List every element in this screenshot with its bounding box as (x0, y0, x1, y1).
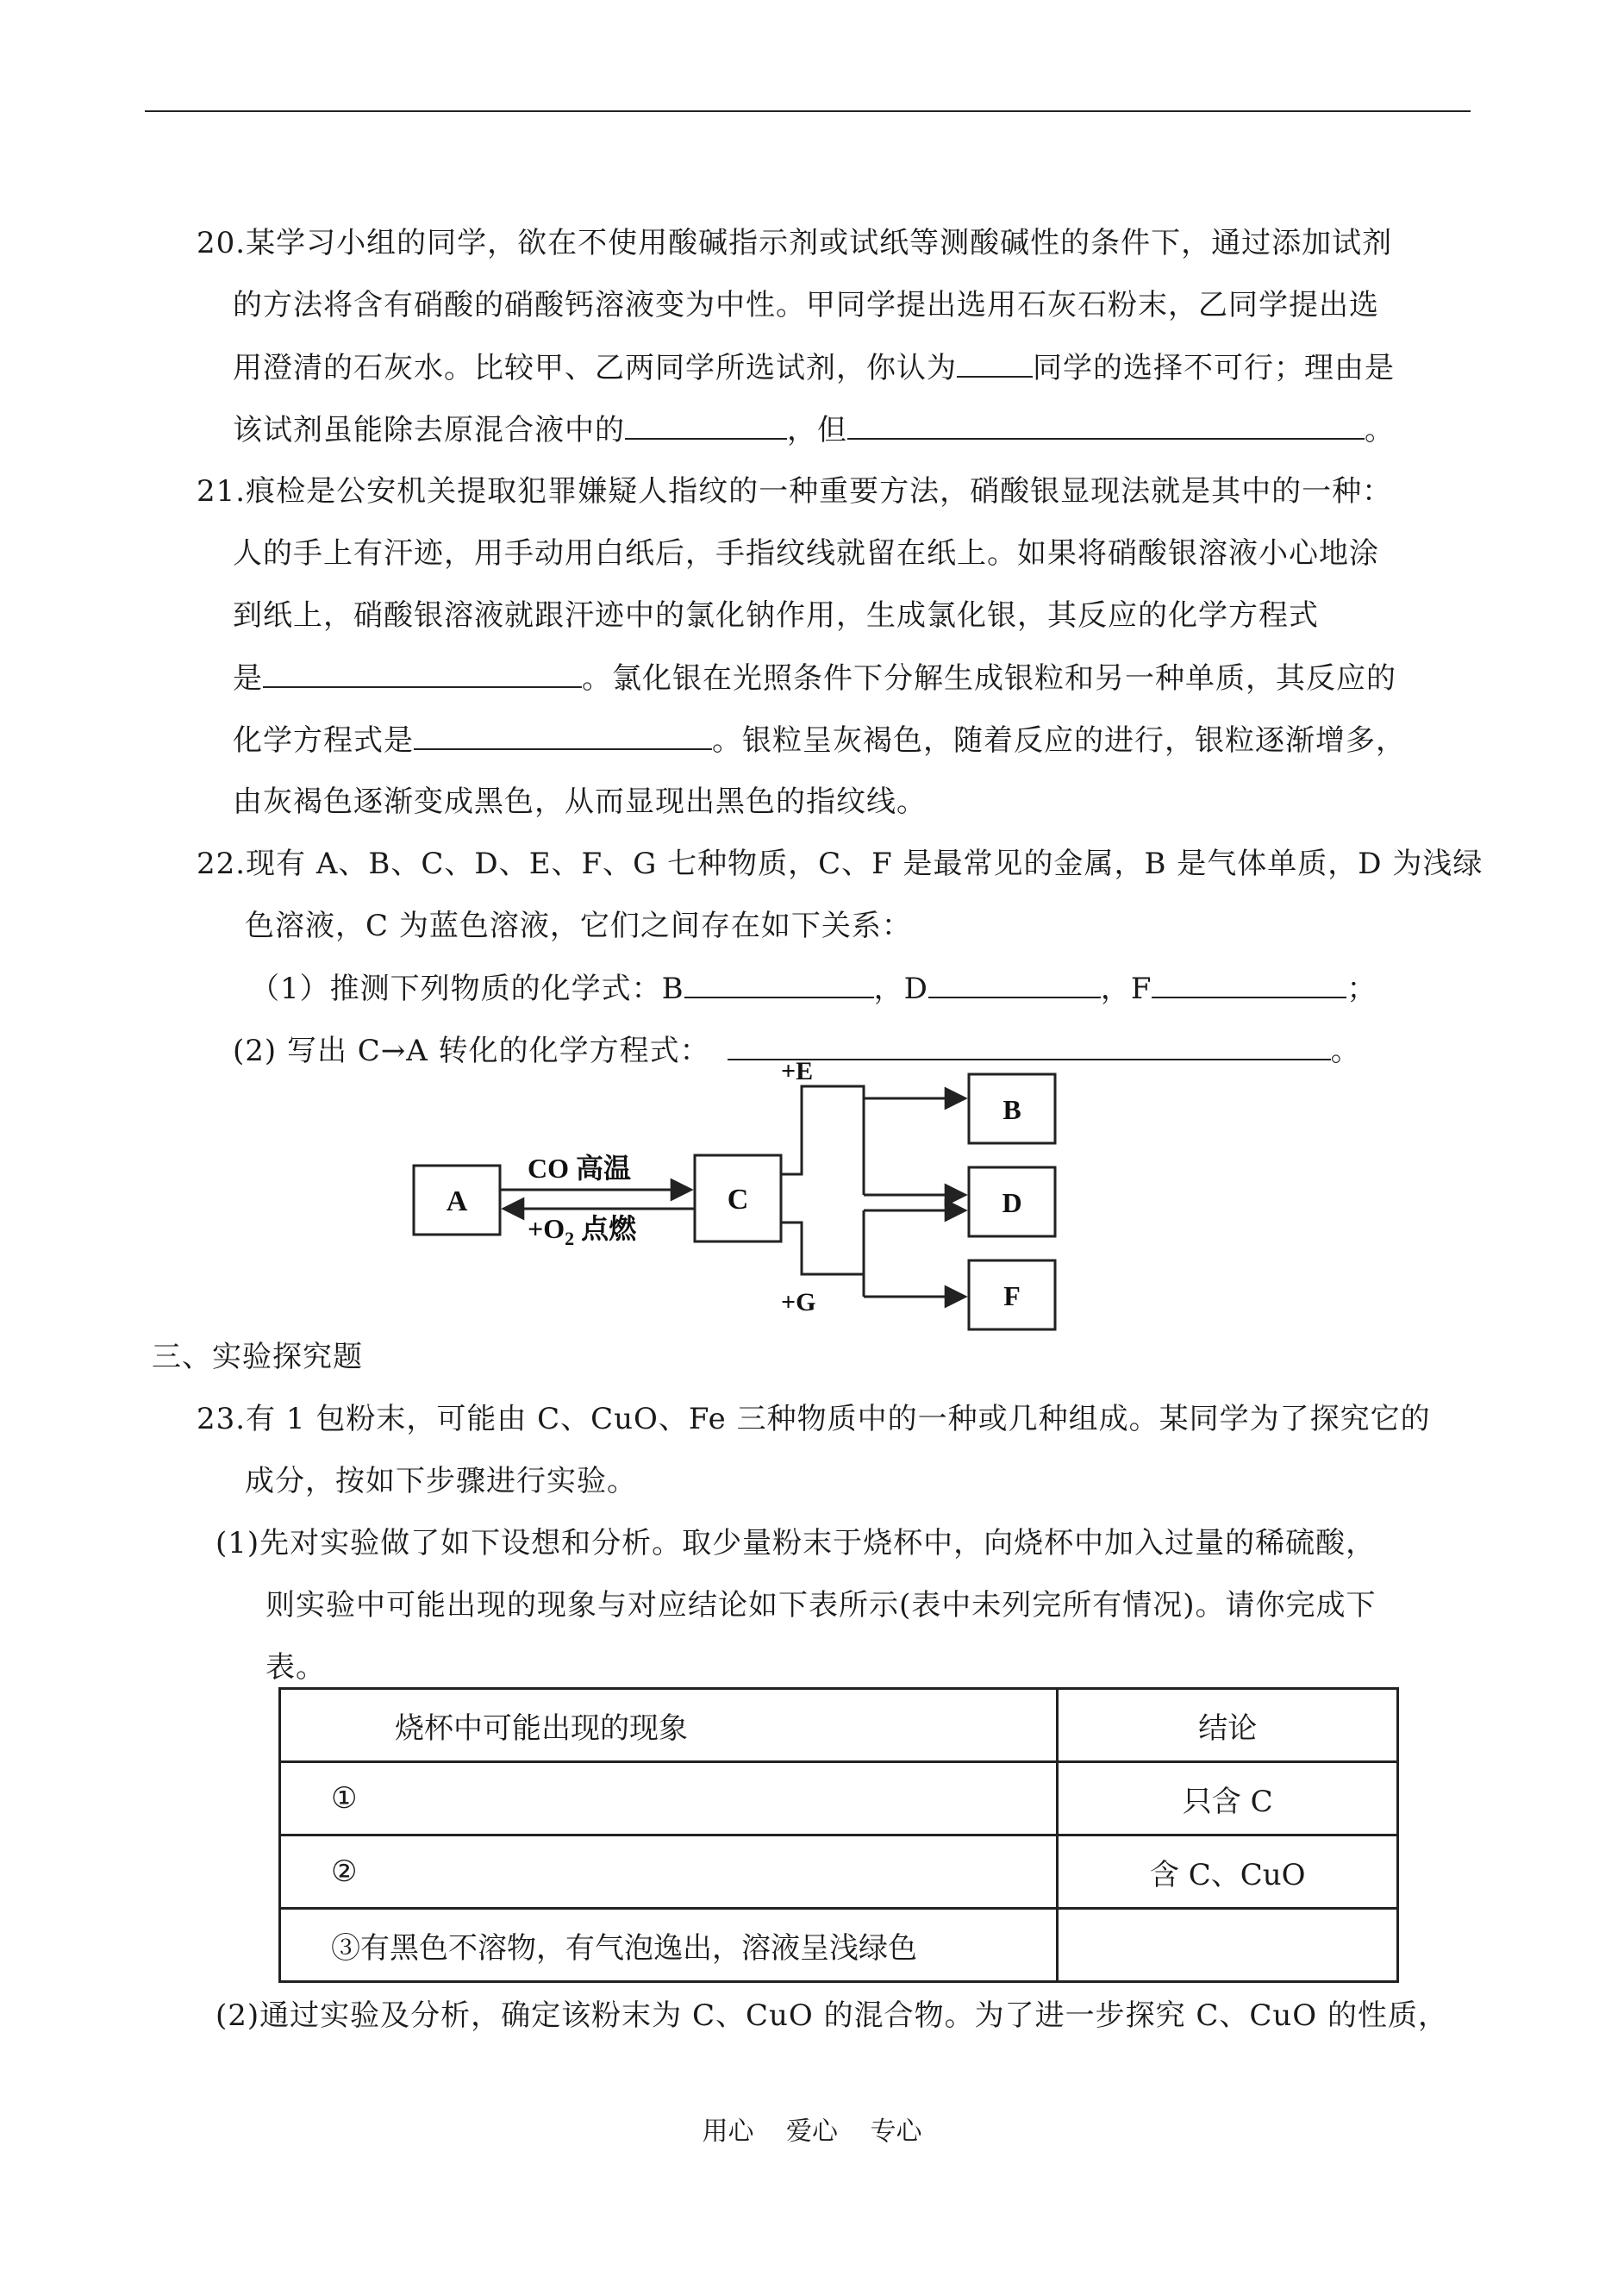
q23-p2-line1: (2)通过实验及分析，确定该粉末为 C、CuO 的混合物。为了进一步探究 C、CuO 的性质， (215, 1998, 1448, 2033)
q21-line2: 人的手上有汗迹，用手动用白纸后，手指纹线就留在纸上。如果将硝酸银溶液小心地涂 (233, 536, 1379, 571)
label-co-high-temp: CO 高温 (528, 1153, 632, 1184)
q23-p1-line1: (1)先对实验做了如下设想和分析。取少量粉末于烧杯中，向烧杯中加入过量的稀硫酸， (215, 1526, 1377, 1560)
reaction-diagram (379, 1054, 1086, 1338)
q20-line2: 的方法将含有硝酸的硝酸钙溶液变为中性。甲同学提出选用石灰石粉末，乙同学提出选 (233, 288, 1379, 322)
label-a: A (446, 1185, 468, 1217)
answer-blank[interactable] (928, 971, 1101, 998)
label-d: D (1002, 1187, 1022, 1218)
q20-line3: 用澄清的石灰水。比较甲、乙两同学所选试剂，你认为 同学的选择不可行；理由是 (233, 351, 1395, 385)
label-o2-ignite: $+O_2$ 点燃 (528, 1213, 637, 1249)
phenomena-table (278, 1687, 1399, 1983)
table-cell-phenomenon[interactable]: ① (280, 1762, 1058, 1835)
q23-p1-line2: 则实验中可能出现的现象与对应结论如下表所示(表中未列完所有情况)。请你完成下 (265, 1588, 1377, 1623)
label-plus-e: +E (781, 1057, 814, 1085)
answer-blank[interactable] (625, 412, 787, 440)
table-cell-phenomenon: ③有黑色不溶物，有气泡逸出，溶液呈浅绿色 (280, 1909, 1058, 1982)
q23-line1: 23.有 1 包粉末，可能由 C、CuO、Fe 三种物质中的一种或几种组成。某同学为了探究它的 (197, 1402, 1431, 1436)
label-f: F (1003, 1280, 1021, 1311)
table-row (280, 1835, 1398, 1909)
table-cell-conclusion: 只含 C (1058, 1762, 1398, 1835)
q21-line1: 21.痕检是公安机关提取犯罪嫌疑人指纹的一种重要方法，硝酸银显现法就是其中的一种： (197, 474, 1393, 509)
table-header-row (280, 1689, 1398, 1762)
answer-blank[interactable] (414, 722, 712, 750)
table-row (280, 1909, 1398, 1982)
q21-line5: 化学方程式是 。银粒呈灰褐色，随着反应的进行，银粒逐渐增多， (233, 723, 1406, 758)
q23-p1-line3: 表。 (265, 1650, 326, 1685)
header-phenomenon: 烧杯中可能出现的现象 (280, 1689, 1058, 1762)
section-heading: 三、实验探究题 (152, 1340, 363, 1374)
table-cell-phenomenon[interactable]: ② (280, 1835, 1058, 1909)
answer-blank[interactable] (263, 660, 582, 688)
q22-line2: 色溶液，C 为蓝色溶液，它们之间存在如下关系： (245, 909, 912, 943)
q21-line3: 到纸上，硝酸银溶液就跟汗迹中的氯化钠作用，生成氯化银，其反应的化学方程式 (233, 598, 1319, 633)
table-cell-conclusion: 含 C、CuO (1058, 1835, 1398, 1909)
q23-line2: 成分，按如下步骤进行实验。 (245, 1464, 637, 1498)
table-cell-conclusion[interactable] (1058, 1909, 1398, 1982)
answer-blank[interactable] (1152, 971, 1346, 998)
header-conclusion: 结论 (1058, 1689, 1398, 1762)
line-g-branch (781, 1223, 864, 1274)
q20-line4: 该试剂虽能除去原混合液中的 ，但 。 (233, 413, 1395, 447)
q21-line4: 是 。氯化银在光照条件下分解生成银粒和另一种单质，其反应的 (233, 661, 1396, 696)
label-c: C (727, 1184, 749, 1216)
q22-sub2: (2) 写出 C→A 转化的化学方程式： 。 (233, 1034, 1361, 1068)
answer-blank[interactable] (684, 971, 874, 998)
q20-line1: 20.某学习小组的同学，欲在不使用酸碱指示剂或试纸等测酸碱性的条件下，通过添加试剂 (197, 226, 1393, 260)
label-plus-g: +G (781, 1288, 816, 1316)
answer-blank[interactable] (957, 350, 1033, 378)
q21-line6: 由灰褐色逐渐变成黑色，从而显现出黑色的指纹线。 (233, 785, 927, 819)
label-b: B (1003, 1094, 1021, 1125)
table-row (280, 1762, 1398, 1835)
q22-sub1: （1）推测下列物质的化学式：B ，D ，F ； (250, 972, 1377, 1006)
answer-blank[interactable] (847, 412, 1365, 440)
page-footer: 用心 爱心 专心 (702, 2117, 922, 2147)
header-rule (145, 110, 1471, 112)
q22-line1: 22.现有 A、B、C、D、E、F、G 七种物质，C、F 是最常见的金属，B 是气体单质，D 为浅绿 (197, 847, 1483, 881)
